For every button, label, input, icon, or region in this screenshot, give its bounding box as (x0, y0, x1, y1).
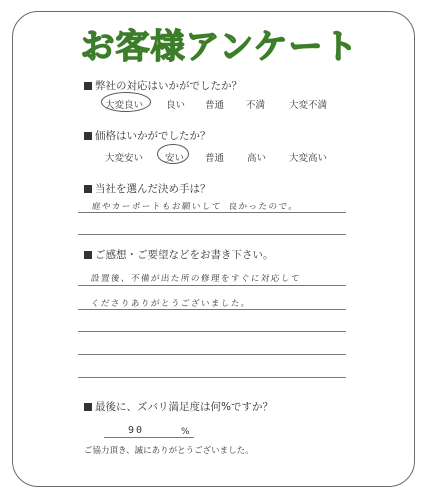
square-bullet-icon (84, 251, 92, 259)
question-1-text: 弊社の対応はいかがでしたか？ (95, 80, 242, 92)
answer-line (78, 309, 346, 310)
q3-handwritten-answer: 庭やカーポートもお願いして 良かったので。 (91, 202, 299, 212)
q1-option-good[interactable]: 良い (166, 100, 186, 111)
satisfaction-underline (104, 437, 194, 438)
percent-unit: % (181, 427, 190, 437)
question-4-text: ご感想・ご要望などをお書き下さい。 (95, 249, 274, 261)
q1-option-very-good[interactable]: 大変良い (105, 100, 144, 111)
q2-option-very-cheap[interactable]: 大変安い (105, 153, 144, 164)
q1-option-very-dissatisfied[interactable]: 大変不満 (289, 100, 328, 111)
answer-line (78, 212, 346, 213)
square-bullet-icon (84, 185, 92, 193)
q4-handwritten-line-2: くださりありがとうございました。 (90, 299, 252, 309)
satisfaction-value[interactable]: 90 (128, 425, 145, 436)
question-3 (84, 181, 211, 196)
answer-line (78, 285, 346, 286)
answer-line (78, 377, 346, 378)
question-5 (84, 399, 273, 414)
question-2-text: 価格はいかがでしたか？ (95, 130, 211, 142)
answer-line (78, 331, 346, 332)
question-3-text: 当社を選んだ決め手は？ (95, 183, 211, 195)
square-bullet-icon (84, 82, 92, 90)
thank-you-note: ご協力頂き、誠にありがとうございました。 (84, 446, 254, 456)
q2-selection-circle (157, 144, 189, 164)
q1-option-dissatisfied[interactable]: 不満 (246, 100, 266, 111)
q2-option-cheap[interactable]: 安い (165, 153, 185, 164)
q1-option-normal[interactable]: 普通 (205, 100, 225, 111)
q4-handwritten-line-1: 設置後、不備が出た所の修理をすぐに対応して (90, 274, 302, 284)
q2-option-very-expensive[interactable]: 大変高い (289, 153, 328, 164)
question-4 (84, 247, 274, 262)
q1-selection-circle (101, 92, 151, 112)
answer-line (78, 354, 346, 355)
square-bullet-icon (84, 132, 92, 140)
q2-option-normal[interactable]: 普通 (205, 153, 225, 164)
survey-title: お客様アンケート (80, 27, 359, 67)
question-5-text: 最後に、ズバリ満足度は何%ですか？ (95, 401, 273, 413)
square-bullet-icon (84, 403, 92, 411)
question-2 (84, 128, 211, 143)
q2-option-expensive[interactable]: 高い (247, 153, 267, 164)
question-1 (84, 78, 242, 93)
answer-line (78, 234, 346, 235)
